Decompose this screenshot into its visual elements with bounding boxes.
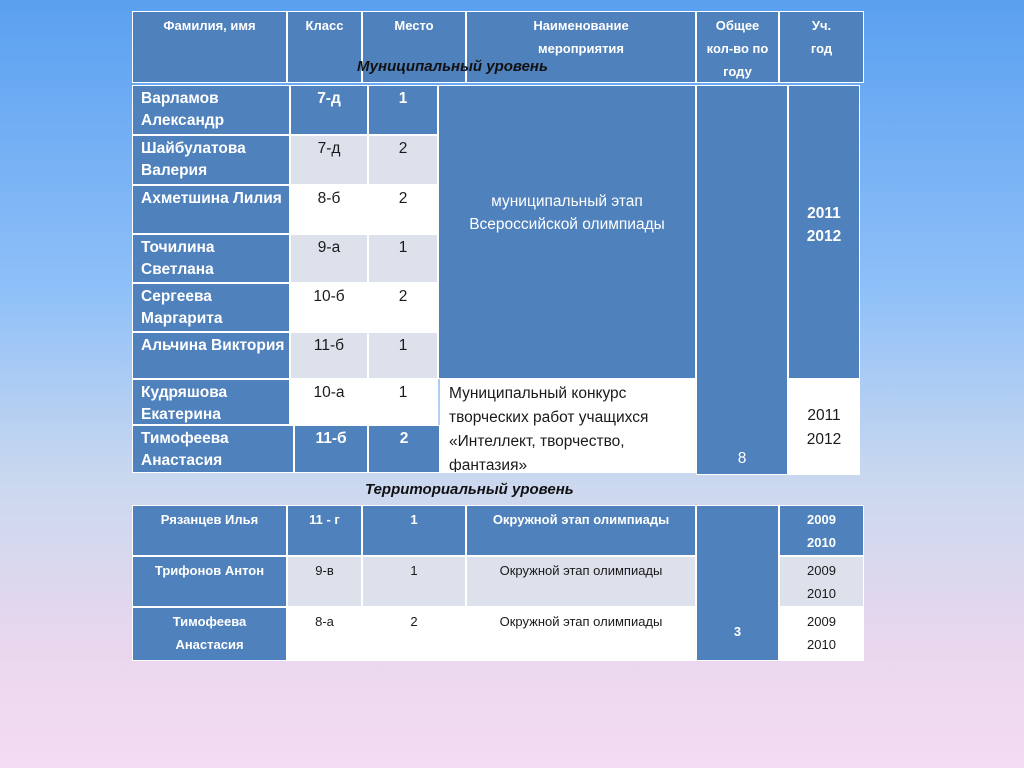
ter-row2-grade: 8-а [287, 607, 362, 661]
ter-row2-name-text: Тимофеева Анастасия [172, 614, 247, 652]
mun-year-contest [788, 379, 860, 475]
mun-row0-grade: 7-д [290, 85, 368, 135]
ter-row1-year-text: 2009 2010 [807, 563, 836, 601]
mun-year-contest-text: 2011 2012 [806, 407, 842, 448]
mun-total [696, 85, 788, 475]
mun-row7-place: 2 [368, 425, 440, 473]
mun-row2-grade: 8-б [290, 185, 368, 234]
mun-row7-grade: 11-б [294, 425, 368, 473]
header-grade [287, 11, 362, 83]
mun-row3-grade: 9-а [290, 234, 368, 283]
ter-row1-place: 1 [362, 556, 466, 607]
ter-row1-name: Трифонов Антон [132, 556, 287, 607]
header-grade-text: Класс [305, 18, 344, 33]
mun-row5-grade: 11-б [290, 332, 368, 379]
mun-row2-name: Ахметшина Лилия [132, 185, 290, 234]
mun-row1-name: Шайбулатова Валерия [132, 135, 290, 185]
ter-row0-year [779, 505, 864, 556]
mun-row0-name: Варламов Александр [132, 85, 290, 135]
mun-row6-grade: 10-а [290, 379, 368, 425]
ter-row1-year [779, 556, 864, 607]
ter-row2-place: 2 [362, 607, 466, 661]
mun-row1-place: 2 [368, 135, 438, 185]
ter-row2-event: Окружной этап олимпиады [466, 607, 696, 661]
ter-row2-name [132, 607, 287, 661]
header-name-text: Фамилия, имя [163, 18, 256, 33]
header-place-text: Место [394, 18, 434, 33]
mun-event-olympiad [438, 85, 696, 379]
header-total [696, 11, 779, 83]
mun-row2-place: 2 [368, 185, 438, 234]
mun-row5-name: Альчина Виктория [132, 332, 290, 379]
header-name [132, 11, 287, 83]
mun-year-olympiad [788, 85, 860, 379]
ter-row2-year-text: 2009 2010 [807, 614, 836, 652]
ter-row1-event: Окружной этап олимпиады [466, 556, 696, 607]
ter-row0-name: Рязанцев Илья [132, 505, 287, 556]
ter-row0-year-text: 2009 2010 [807, 512, 836, 550]
ter-row0-event: Окружной этап олимпиады [466, 505, 696, 556]
mun-row4-place: 2 [368, 283, 438, 332]
header-year-text: Уч. год [810, 18, 833, 56]
mun-row5-place: 1 [368, 332, 438, 379]
mun-row0-place: 1 [368, 85, 438, 135]
header-total-text: Общее кол-во по году [706, 18, 769, 79]
mun-row1-grade: 7-д [290, 135, 368, 185]
mun-row3-place: 1 [368, 234, 438, 283]
mun-row6-place: 1 [368, 379, 438, 425]
ter-total-text: 3 [733, 624, 742, 639]
header-year [779, 11, 864, 83]
mun-event-olympiad-text: муниципальный этап Всероссийской олимпиады [469, 193, 665, 233]
territorial-section-title: Территориальный уровень [365, 481, 574, 498]
mun-year-olympiad-text: 2011 2012 [806, 204, 842, 245]
ter-row1-grade: 9-в [287, 556, 362, 607]
ter-total [696, 505, 779, 661]
mun-row4-name: Сергеева Маргарита [132, 283, 290, 332]
mun-row3-name: Точилина Светлана [132, 234, 290, 283]
mun-total-text: 8 [737, 450, 747, 467]
ter-row0-place: 1 [362, 505, 466, 556]
mun-row7-name: Тимофеева Анастасия [132, 425, 294, 473]
municipal-section-title: Муниципальный уровень [357, 58, 548, 75]
mun-event-contest: Муниципальный конкурс творческих работ учащихся «Интеллект, творчество, фантазия» [440, 379, 696, 473]
mun-row4-grade: 10-б [290, 283, 368, 332]
header-event-text: Наименование мероприятия [533, 18, 629, 56]
mun-row6-name: Кудряшова Екатерина [132, 379, 290, 425]
ter-row0-grade: 11 - г [287, 505, 362, 556]
ter-row2-year [779, 607, 864, 661]
